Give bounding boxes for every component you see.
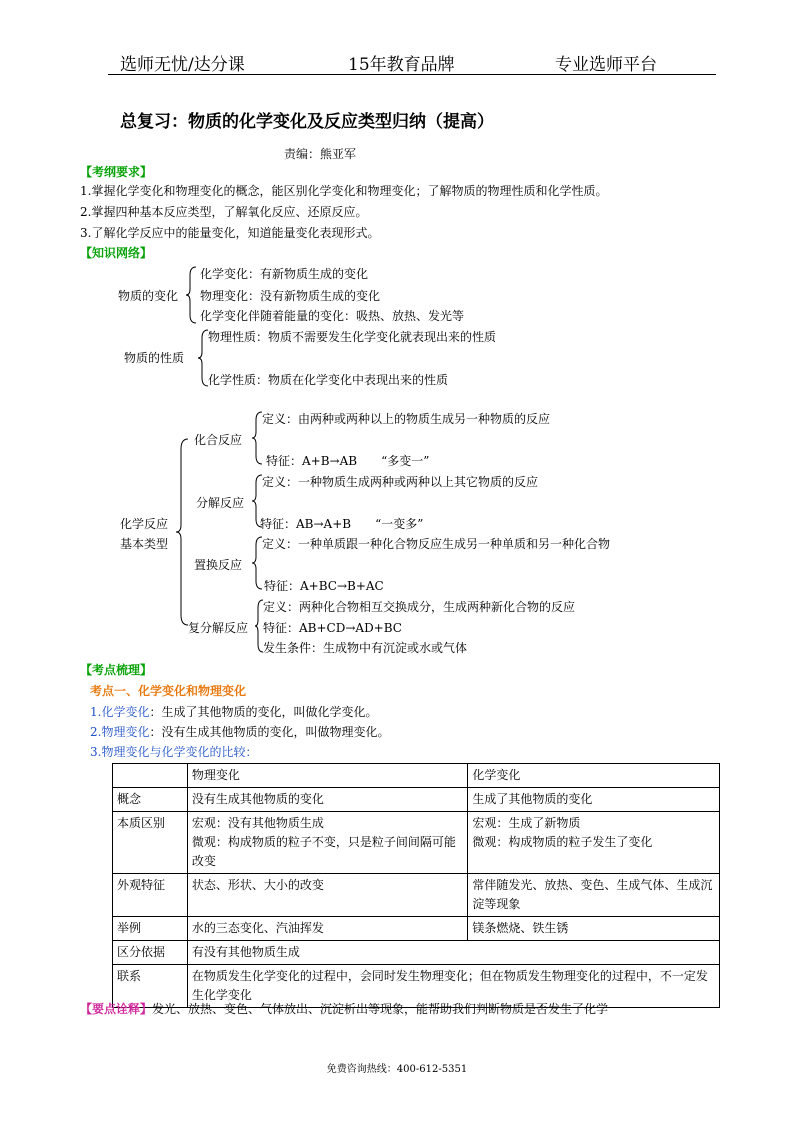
reaction-brace xyxy=(176,437,190,627)
table-row xyxy=(113,941,720,965)
reaction-feature: 特征：AB→A+B “一变多” xyxy=(260,517,424,531)
property-item: 物理性质：物质不需要发生化学变化就表现出来的性质 xyxy=(208,330,497,344)
cell-basis: 有没有其他物质生成 xyxy=(187,941,719,965)
def-chemical-text: ：生成了其他物质的变化，叫做化学变化。 xyxy=(149,705,378,719)
editor: 责编：熊亚军 xyxy=(284,147,357,161)
reaction-definition: 定义：两种化合物相互交换成分，生成两种新化合物的反应 xyxy=(263,600,576,614)
reaction-definition: 定义：一种物质生成两种或两种以上其它物质的反应 xyxy=(262,475,539,489)
key-note xyxy=(80,1000,608,1017)
reaction-definition: 定义：由两种或两种以上的物质生成另一种物质的反应 xyxy=(262,412,551,426)
row-label: 概念 xyxy=(113,788,188,812)
change-item: 化学变化：有新物质生成的变化 xyxy=(200,267,369,281)
cell-chemical: 宏观：生成了新物质 微观：构成物质的粒子发生了变化 xyxy=(468,812,720,874)
table-row xyxy=(113,874,720,917)
points-heading: 【考点梳理】 xyxy=(80,663,153,677)
reaction-type-name: 复分解反应 xyxy=(188,621,249,635)
property-item: 化学性质：物质在化学变化中表现出来的性质 xyxy=(208,373,449,387)
row-label: 举例 xyxy=(113,917,188,941)
comparison-table xyxy=(112,763,720,1008)
reaction-type-name: 化合反应 xyxy=(194,433,243,447)
row-label: 区分依据 xyxy=(113,941,188,965)
table-header-cell xyxy=(113,764,188,788)
reaction-type-name: 分解反应 xyxy=(196,496,245,510)
change-label: 物质的变化 xyxy=(118,289,179,303)
table-row xyxy=(113,788,720,812)
row-label: 联系 xyxy=(113,965,188,1008)
property-label: 物质的性质 xyxy=(124,351,185,365)
def-chemical xyxy=(90,703,377,720)
key-note-heading: 【要点诠释】 xyxy=(80,1002,153,1016)
table-header-row xyxy=(113,764,720,788)
reaction-condition: 发生条件：生成物中有沉淀或水或气体 xyxy=(263,641,468,655)
header-center: 15年教育品牌 xyxy=(348,55,455,75)
def-physical-term: 2.物理变化 xyxy=(90,725,150,739)
cell-physical: 没有生成其他物质的变化 xyxy=(187,788,468,812)
cell-physical: 宏观：没有其他物质生成 微观：构成物质的粒子不变，只是粒子间间隔可能改变 xyxy=(187,812,468,874)
syllabus-item: 2.掌握四种基本反应类型，了解氧化反应、还原反应。 xyxy=(80,205,368,219)
header-right: 专业选师平台 xyxy=(555,55,657,75)
point-title: 考点一、化学变化和物理变化 xyxy=(90,684,247,698)
row-label: 外观特征 xyxy=(113,874,188,917)
reaction-feature: 特征：AB+CD→AD+BC xyxy=(263,621,402,635)
syllabus-item: 1.掌握化学变化和物理变化的概念，能区别化学变化和物理变化；了解物质的物理性质和化学性质。 xyxy=(80,184,608,198)
def-physical-text: ：没有生成其他物质的变化，叫做物理变化。 xyxy=(149,725,390,739)
page-title: 总复习：物质的化学变化及反应类型归纳（提高） xyxy=(120,112,494,132)
change-item: 化学变化伴随着能量的变化：吸热、放热、发光等 xyxy=(200,309,465,323)
def-chemical-term: 1.化学变化 xyxy=(90,705,150,719)
cell-physical: 状态、形状、大小的改变 xyxy=(187,874,468,917)
reaction-feature: 特征：A+B→AB “多变一” xyxy=(266,454,430,468)
table-row xyxy=(113,812,720,874)
cell-relation: 在物质发生化学变化的过程中，会同时发生物理变化；但在物质发生物理变化的过程中，不一定发生化学变化 xyxy=(187,965,719,1008)
change-brace xyxy=(186,265,198,325)
row-label: 本质区别 xyxy=(113,812,188,874)
reaction-definition: 定义：一种单质跟一种化合物反应生成另一种单质和另一种化合物 xyxy=(262,537,611,551)
compare-title: 3.物理变化与化学变化的比较： xyxy=(90,745,258,759)
syllabus-heading: 【考纲要求】 xyxy=(80,165,153,179)
reaction-label-2: 基本类型 xyxy=(120,537,169,551)
reaction-type-name: 置换反应 xyxy=(194,558,243,572)
footer-hotline: 免费咨询热线：400-612-5351 xyxy=(326,1064,468,1075)
table-header-cell: 化学变化 xyxy=(468,764,720,788)
reaction-feature: 特征：A+BC→B+AC xyxy=(264,579,384,593)
cell-chemical: 常伴随发光、放热、变色、生成气体、生成沉淀等现象 xyxy=(468,874,720,917)
syllabus-item: 3.了解化学反应中的能量变化，知道能量变化表现形式。 xyxy=(80,226,380,240)
change-item: 物理变化：没有新物质生成的变化 xyxy=(200,289,381,303)
def-physical xyxy=(90,723,389,740)
header-left: 选师无忧/达分课 xyxy=(120,55,245,75)
table-row xyxy=(113,917,720,941)
table-header-cell: 物理变化 xyxy=(187,764,468,788)
key-note-text: 发光、放热、变色、气体放出、沉淀析出等现象，能帮助我们判断物质是否发生了化学 xyxy=(152,1002,609,1016)
cell-physical: 水的三态变化、汽油挥发 xyxy=(187,917,468,941)
header-divider xyxy=(108,74,716,75)
network-heading: 【知识网络】 xyxy=(80,246,153,260)
cell-chemical: 生成了其他物质的变化 xyxy=(468,788,720,812)
reaction-label-1: 化学反应 xyxy=(120,517,169,531)
cell-chemical: 镁条燃烧、铁生锈 xyxy=(468,917,720,941)
